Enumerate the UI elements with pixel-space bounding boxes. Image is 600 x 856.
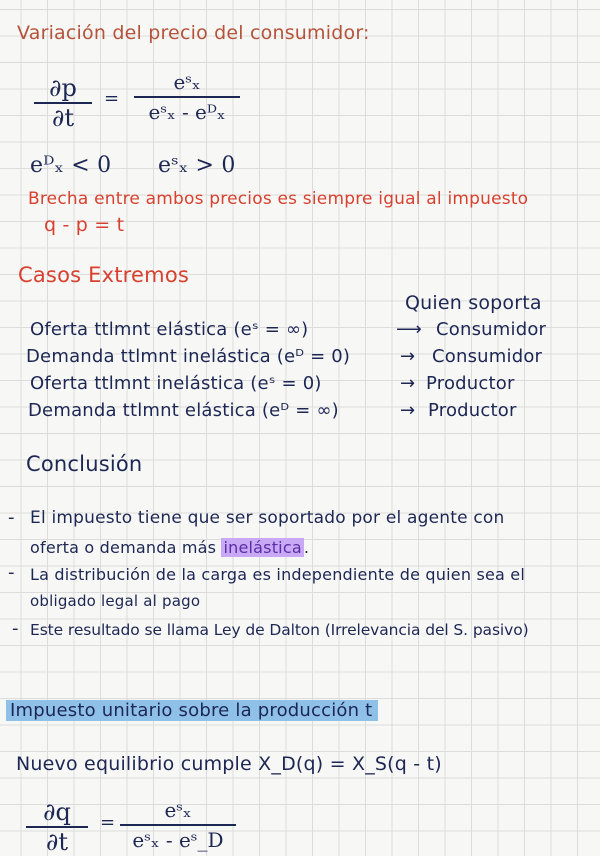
demand-elasticity-inequality: eᴰₓ < 0 — [30, 153, 112, 178]
conclusion-line: Este resultado se llama Ley de Dalton (Irrelevancia del S. pasivo) — [30, 621, 529, 639]
brecha-statement: Brecha entre ambos precios es siempre igual al impuesto — [28, 189, 529, 209]
brecha-equation: q - p = t — [44, 214, 125, 236]
dp-numerator: ∂p — [49, 74, 77, 102]
dq-dt-fraction — [26, 798, 88, 856]
conclusion-title: Conclusión — [26, 452, 143, 476]
nuevo-equilibrio-line: Nuevo equilibrio cumple X_D(q) = X_S(q - t) — [16, 753, 442, 775]
dt-denominator: ∂t — [45, 827, 69, 856]
elasticity-denominator: eˢₓ - eᴰₓ — [148, 99, 226, 124]
case-arrow: → — [400, 400, 416, 421]
quien-soporta-header: Quien soporta — [405, 292, 542, 314]
page-title: Variación del precio del consumidor: — [17, 22, 370, 44]
equals-sign: = — [104, 88, 120, 109]
highlighted-title: Impuesto unitario sobre la producción t — [6, 700, 378, 721]
case-arrow: ⟶ — [396, 319, 423, 340]
dq-numerator: ∂q — [43, 798, 71, 826]
case-right: Consumidor — [436, 319, 547, 340]
elasticity-fraction-2 — [120, 798, 236, 852]
case-left: Oferta ttlmnt inelástica (eˢ = 0) — [30, 373, 322, 394]
dp-dt-fraction — [34, 74, 92, 132]
extremos-title: Casos Extremos — [18, 263, 190, 287]
conclusion-line: La distribución de la carga es independiente de quien sea el — [30, 565, 525, 584]
highlighted-word: inelástica — [223, 538, 302, 557]
bullet-dash: - — [8, 507, 15, 528]
bullet-dash: - — [8, 562, 15, 583]
case-left: Demanda ttlmnt elástica (eᴰ = ∞) — [28, 400, 339, 421]
elasticity-numerator: eˢₓ — [173, 70, 201, 94]
case-right: Productor — [428, 400, 517, 421]
case-left: Oferta ttlmnt elástica (eˢ = ∞) — [30, 319, 309, 340]
conclusion-line — [30, 538, 309, 557]
impuesto-title — [6, 700, 378, 721]
case-right: Consumidor — [432, 346, 543, 367]
bullet-dash: - — [12, 618, 19, 639]
case-right: Productor — [426, 373, 515, 394]
elasticity-denominator: eˢₓ - eˢ_D — [132, 827, 224, 852]
case-arrow: → — [400, 373, 416, 394]
conclusion-text: oferta o demanda más — [30, 538, 222, 557]
supply-elasticity-inequality: eˢₓ > 0 — [158, 153, 236, 178]
dt-denominator: ∂t — [51, 103, 75, 132]
elasticity-numerator: eˢₓ — [164, 798, 192, 822]
conclusion-line: obligado legal al pago — [30, 592, 201, 610]
elasticity-fraction — [134, 70, 240, 124]
conclusion-text: . — [303, 538, 310, 557]
conclusion-line: El impuesto tiene que ser soportado por el agente con — [30, 508, 505, 528]
case-left: Demanda ttlmnt inelástica (eᴰ = 0) — [26, 346, 351, 367]
case-arrow: → — [400, 346, 416, 367]
equals-sign: = — [100, 812, 116, 833]
